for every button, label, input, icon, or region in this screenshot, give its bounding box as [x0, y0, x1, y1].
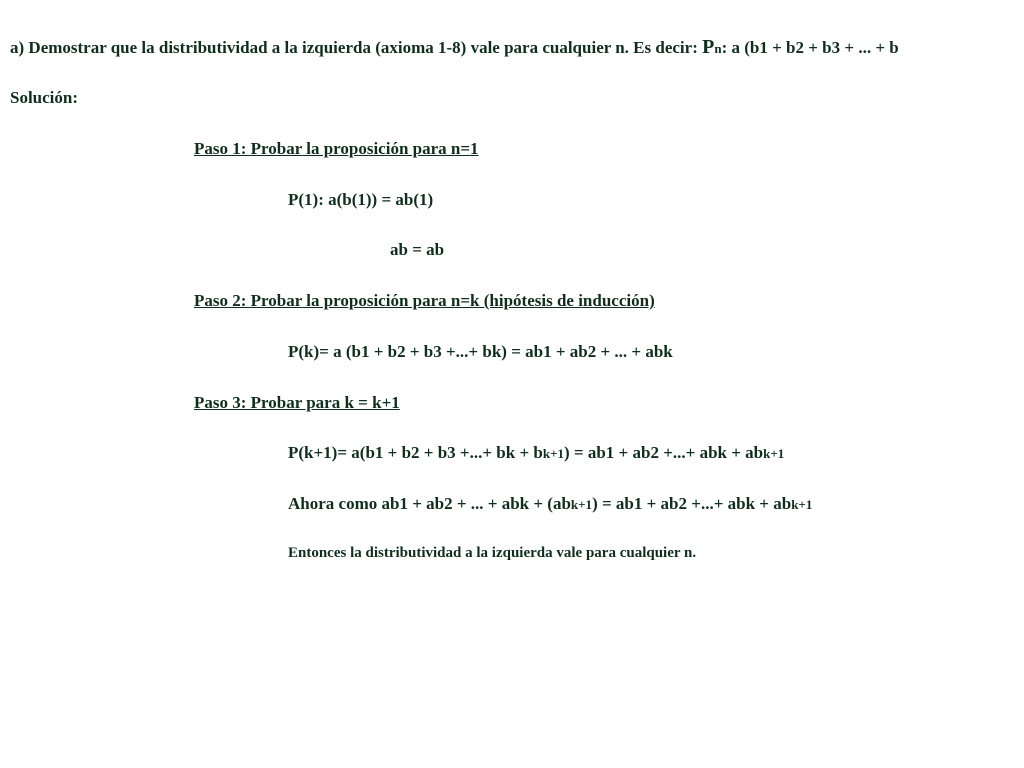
step2-line1: P(k)= a (b1 + b2 + b3 +...+ bk) = ab1 + ab2 + ... + abk: [288, 342, 673, 361]
statement-p-letter: P: [702, 36, 715, 58]
step3-title: Paso 3: Probar para k = k+1: [194, 393, 400, 412]
solution-label: Solución:: [10, 88, 79, 107]
step1-line2: ab = ab: [390, 240, 445, 259]
step1-line1: P(1): a(b(1)) = ab(1): [288, 190, 434, 209]
step3-line1-subscript-2: k+1: [763, 446, 785, 461]
step3-line1-subscript: k+1: [542, 446, 564, 461]
step3-line2-subscript: k+1: [570, 497, 593, 512]
step3-line1-part-a: P(k+1)= a(b1 + b2 + b3 +...+ bk + b: [288, 443, 543, 462]
step3-line2: [288, 494, 812, 515]
step3-line2-part-a: Ahora como ab1 + ab2 + ... + abk + (ab: [288, 494, 571, 513]
conclusion: Entonces la distributividad a la izquierda vale para cualquier n.: [288, 545, 697, 561]
statement-prefix: a) Demostrar que la distributividad a la izquierda (axioma 1-8) vale para cualquier n. Es decir:: [10, 38, 703, 57]
step1-title: Paso 1: Probar la proposición para n=1: [194, 139, 479, 158]
step3-line1: [288, 443, 784, 464]
step3-line2-part-b: ) = ab1 + ab2 +...+ abk + ab: [592, 494, 792, 513]
problem-statement: [10, 37, 899, 59]
step2-title: Paso 2: Probar la proposición para n=k (hipótesis de inducción): [194, 291, 655, 310]
statement-p-subscript: n: [714, 41, 722, 56]
statement-rest: : a (b1 + b2 + b3 + ... + b: [721, 38, 899, 57]
step3-line2-subscript-2: k+1: [791, 497, 813, 512]
step3-line1-part-b: ) = ab1 + ab2 +...+ abk + ab: [564, 443, 764, 462]
